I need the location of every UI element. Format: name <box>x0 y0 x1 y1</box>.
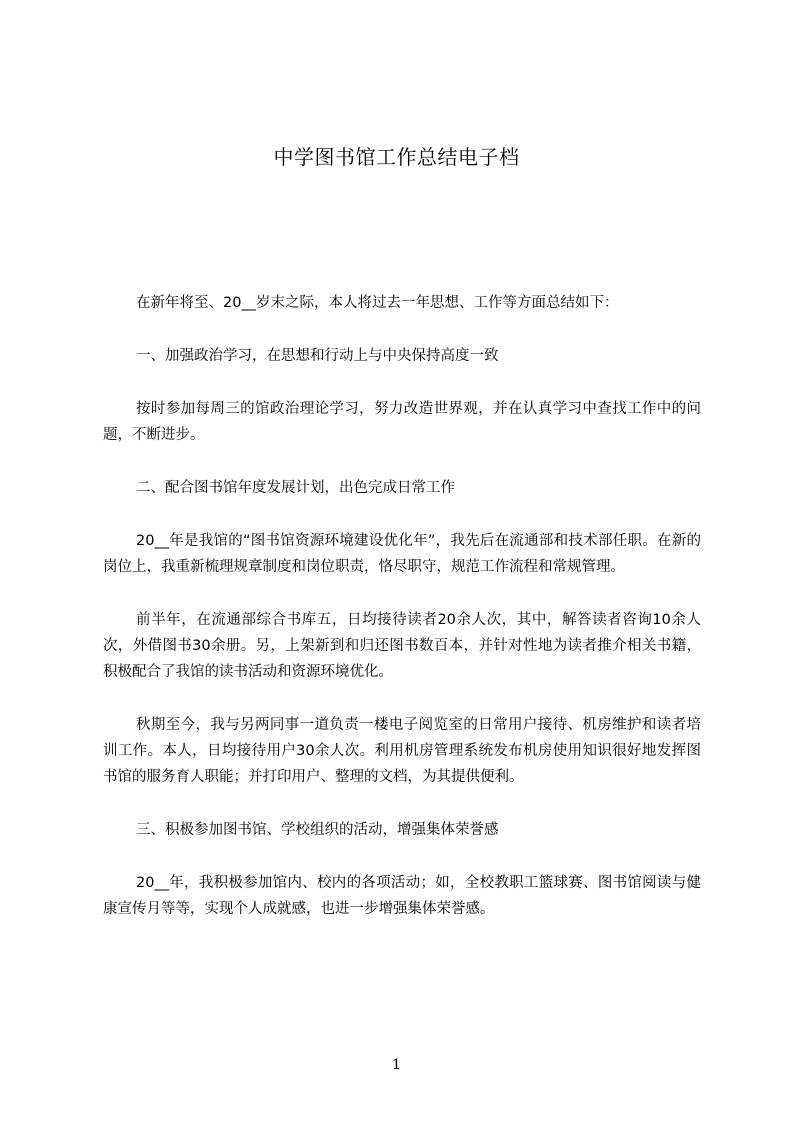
intro-paragraph: 在新年将至、20__岁末之际，本人将过去一年思想、工作等方面总结如下： <box>136 295 619 311</box>
section-2-paragraph-1: 20__年是我馆的“图书馆资源环境建设优化年”，我先后在流通部和技术部任职。在新的岗位上，我重新梳理规章制度和岗位职责，恪尽职守，规范工作流程和常规管理。 <box>103 533 701 575</box>
section-heading-3: 三、积极参加图书馆、学校组织的活动，增强集体荣誉感 <box>136 822 499 838</box>
section-3-paragraph-1: 20__年，我积极参加馆内、校内的各项活动；如，全校教职工篮球赛、图书馆阅读与健康宣传月等等，实现个人成就感，也进一步增强集体荣誉感。 <box>103 875 701 917</box>
section-1-paragraph-1: 按时参加每周三的馆政治理论学习，努力改造世界观，并在认真学习中查找工作中的问题，不断进步。 <box>103 401 701 443</box>
page-number: 1 <box>392 1057 401 1073</box>
document-body <box>103 290 701 922</box>
document-title: 中学图书馆工作总结电子档 <box>273 145 520 169</box>
section-2-paragraph-2: 前半年，在流通部综合书库五，日均接待读者20余人次，其中，解答读者咨询10余人次，外借图书30余册。另，上架新到和归还图书数百本，并针对性地为读者推介相关书籍，积极配合了我馆的读书活动和资源环境优化。 <box>103 612 701 680</box>
section-2-paragraph-3: 秋期至今，我与另两同事一道负责一楼电子阅览室的日常用户接待、机房维护和读者培训工作。本人，日均接待用户30余人次。利用机房管理系统发布机房使用知识很好地发挥图书馆的服务育人职能；并打印用户、整理的文档，为其提供便利。 <box>103 717 701 785</box>
section-heading-1: 一、加强政治学习，在思想和行动上与中央保持高度一致 <box>136 348 499 364</box>
section-heading-2: 二、配合图书馆年度发展计划，出色完成日常工作 <box>136 480 455 496</box>
